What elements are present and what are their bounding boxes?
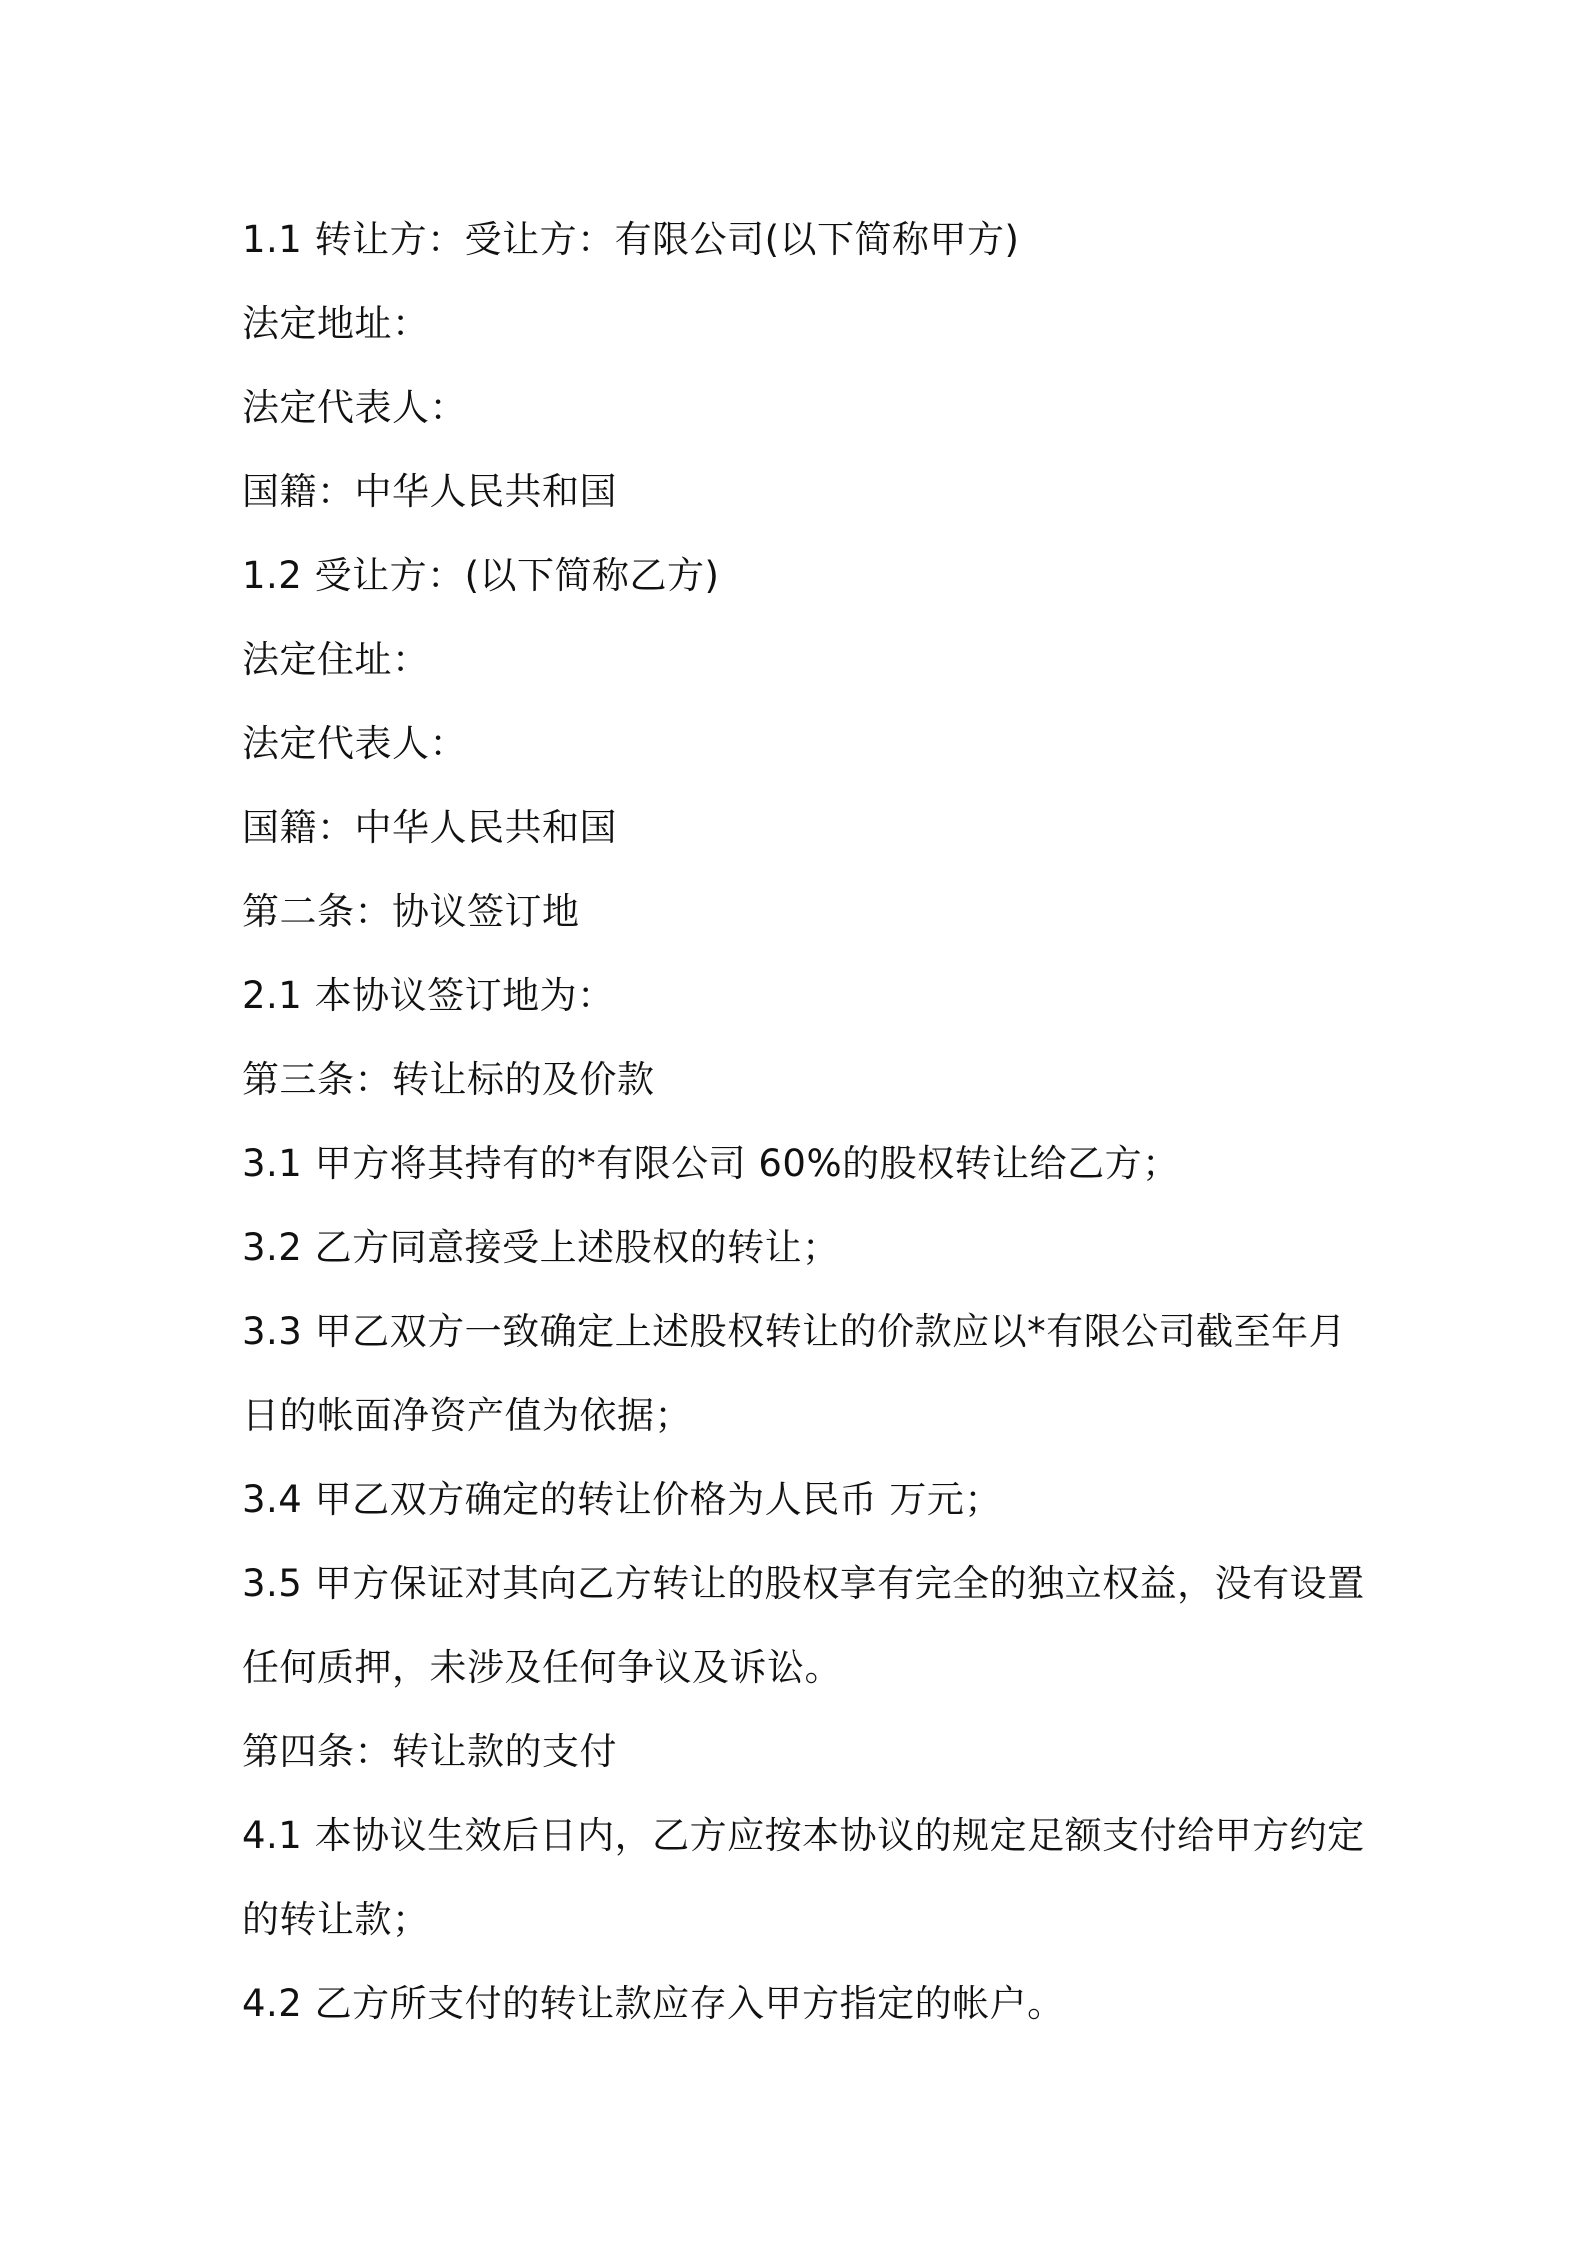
clause-4-1-line-1: 4.1 本协议生效后日内，乙方应按本协议的规定足额支付给甲方约定: [242, 1814, 1365, 1857]
clause-1-1-transferor: 1.1 转让方：受让方：有限公司(以下简称甲方): [242, 218, 1020, 261]
clause-3-3-line-1: 3.3 甲乙双方一致确定上述股权转让的价款应以*有限公司截至年月: [242, 1310, 1347, 1353]
nationality-a: 国籍：中华人民共和国: [242, 470, 617, 513]
clause-3-1: 3.1 甲方将其持有的*有限公司 60%的股权转让给乙方；: [242, 1142, 1180, 1185]
legal-address-b: 法定住址：: [242, 638, 430, 681]
legal-address-a: 法定地址：: [242, 302, 430, 345]
clause-1-2-transferee: 1.2 受让方：(以下简称乙方): [242, 554, 720, 597]
clause-3-2: 3.2 乙方同意接受上述股权的转让；: [242, 1226, 840, 1269]
legal-representative-a: 法定代表人：: [242, 386, 467, 429]
article-3-heading: 第三条：转让标的及价款: [242, 1058, 655, 1101]
clause-2-1: 2.1 本协议签订地为：: [242, 974, 615, 1017]
article-4-heading: 第四条：转让款的支付: [242, 1730, 617, 1773]
document-body: [242, 198, 1365, 2046]
nationality-b: 国籍：中华人民共和国: [242, 806, 617, 849]
clause-3-5-line-1: 3.5 甲方保证对其向乙方转让的股权享有完全的独立权益，没有设置: [242, 1562, 1365, 1605]
clause-3-3-line-2: 日的帐面净资产值为依据；: [242, 1394, 692, 1437]
clause-4-1-line-2: 的转让款；: [242, 1898, 430, 1941]
article-2-heading: 第二条：协议签订地: [242, 890, 580, 933]
clause-3-5-line-2: 任何质押，未涉及任何争议及诉讼。: [242, 1646, 842, 1689]
clause-3-4: 3.4 甲乙双方确定的转让价格为人民币 万元；: [242, 1478, 1002, 1521]
clause-4-2: 4.2 乙方所支付的转让款应存入甲方指定的帐户。: [242, 1982, 1065, 2025]
legal-representative-b: 法定代表人：: [242, 722, 467, 765]
